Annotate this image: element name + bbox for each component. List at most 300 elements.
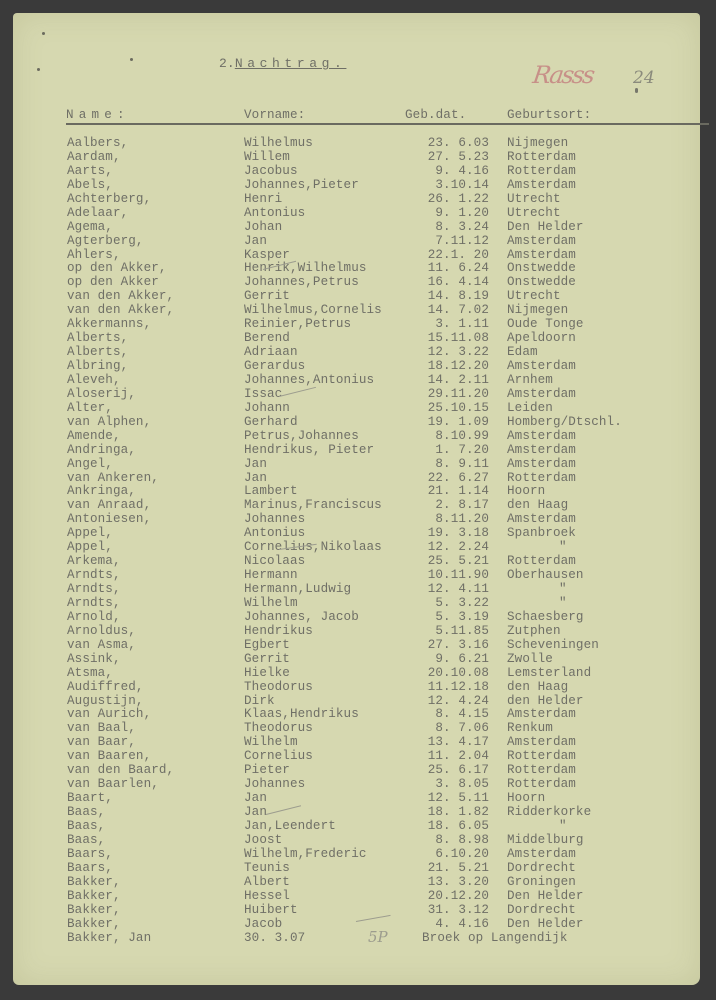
firstname-cell: Teunis xyxy=(244,860,290,875)
table-row xyxy=(13,862,700,876)
surname-cell: Aleveh, xyxy=(67,372,121,387)
birth-date-cell: 14. 7.02 xyxy=(427,303,489,318)
birthplace-cell: Hoorn xyxy=(507,791,546,806)
table-row xyxy=(13,820,700,834)
surname-cell: van den Akker, xyxy=(67,289,175,304)
birthplace-cell: Groningen xyxy=(507,874,576,889)
birth-date-cell: 7.11.12 xyxy=(435,233,489,248)
table-row xyxy=(13,764,700,778)
surname-cell: van Baaren, xyxy=(67,749,152,764)
birthplace-cell: Amsterdam xyxy=(507,846,576,861)
surname-cell: Alberts, xyxy=(67,331,129,346)
table-row xyxy=(13,193,700,207)
surname-cell: van den Akker, xyxy=(67,303,175,318)
surname-cell: Arnoldus, xyxy=(67,623,136,638)
surname-cell: Bakker, xyxy=(67,916,121,931)
document-page xyxy=(13,13,700,985)
firstname-cell: Wilhelmus,Cornelis xyxy=(244,303,382,318)
firstname-cell: Johannes,Pieter xyxy=(244,177,359,192)
surname-cell: op den Akker, xyxy=(67,261,167,276)
table-row xyxy=(13,667,700,681)
firstname-cell: Jan,Leendert xyxy=(244,818,336,833)
table-row xyxy=(13,708,700,722)
table-row xyxy=(13,569,700,583)
table-row xyxy=(13,207,700,221)
birth-date-cell: 30. 3.07 xyxy=(244,931,306,946)
surname-cell: Akkermanns, xyxy=(67,317,152,332)
table-row xyxy=(13,137,700,151)
table-row xyxy=(13,681,700,695)
firstname-cell: Johan xyxy=(244,219,283,234)
birth-date-cell: 11. 6.24 xyxy=(427,261,489,276)
surname-cell: Audiffred, xyxy=(67,679,144,694)
birth-date-cell: 27. 3.16 xyxy=(427,637,489,652)
surname-cell: Aardam, xyxy=(67,149,121,164)
birth-date-cell: 9. 6.21 xyxy=(435,651,489,666)
table-row xyxy=(13,527,700,541)
birthplace-cell: Ridderkorke xyxy=(507,805,592,819)
birth-date-cell: 8.11.20 xyxy=(435,512,489,527)
firstname-cell: Huibert xyxy=(244,902,298,917)
table-row-last xyxy=(13,932,700,946)
surname-cell: Angel, xyxy=(67,456,113,471)
table-row xyxy=(13,541,700,555)
birthplace-cell: Apeldoorn xyxy=(507,331,576,346)
birthplace-cell: Den Helder xyxy=(507,888,584,903)
birthplace-cell: Amsterdam xyxy=(507,247,576,262)
birth-date-cell: 3. 1.11 xyxy=(435,317,489,332)
table-row xyxy=(13,695,700,709)
surname-cell: Aalbers, xyxy=(67,136,129,150)
firstname-cell: Johannes xyxy=(244,777,306,792)
birth-date-cell: 21. 5.21 xyxy=(427,860,489,875)
birth-date-cell: 8. 4.15 xyxy=(435,707,489,722)
birthplace-cell: Dordrecht xyxy=(507,902,576,917)
table-row xyxy=(13,848,700,862)
firstname-cell: Jan xyxy=(244,791,267,806)
table-row xyxy=(13,360,700,374)
birthplace-cell: Amsterdam xyxy=(507,177,576,192)
firstname-cell: Antonius xyxy=(244,526,306,541)
table-row xyxy=(13,235,700,249)
table-row xyxy=(13,834,700,848)
table-row xyxy=(13,430,700,444)
firstname-cell: Jan xyxy=(244,470,267,485)
firstname-cell: Gerrit xyxy=(244,651,290,666)
birth-date-cell: 26. 1.22 xyxy=(427,191,489,206)
surname-cell: Bakker, xyxy=(67,888,121,903)
birth-date-cell: 8.10.99 xyxy=(435,428,489,443)
firstname-cell: Johannes,Petrus xyxy=(244,275,359,290)
surname-cell: Amende, xyxy=(67,428,121,443)
table-row xyxy=(13,918,700,932)
birth-date-cell: 3.10.14 xyxy=(435,177,489,192)
table-row xyxy=(13,778,700,792)
birth-date-cell: 1. 7.20 xyxy=(435,442,489,457)
surname-cell: van Baar, xyxy=(67,735,136,750)
register-list xyxy=(13,137,700,946)
surname-cell: Bakker, xyxy=(67,874,121,889)
firstname-cell: Henri xyxy=(244,191,283,206)
birth-date-cell: 25. 5.21 xyxy=(427,554,489,569)
surname-cell: Arndts, xyxy=(67,582,121,596)
surname-cell: van Anraad, xyxy=(67,498,152,513)
surname-cell: Ahlers, xyxy=(67,247,121,262)
birth-date-cell: 20.12.20 xyxy=(427,888,489,903)
firstname-cell: Gerhard xyxy=(244,414,298,429)
table-row xyxy=(13,472,700,486)
handwritten-page-number: 24 xyxy=(633,68,655,88)
firstname-cell: Jacob xyxy=(244,916,283,931)
firstname-cell: Johannes,Antonius xyxy=(244,372,375,387)
birthplace-cell: Den Helder xyxy=(507,219,584,234)
birth-date-cell: 22.1. 20 xyxy=(427,247,489,262)
table-row xyxy=(13,722,700,736)
table-row xyxy=(13,179,700,193)
birth-date-cell: 22. 6.27 xyxy=(427,470,489,485)
surname-cell: van Aurich, xyxy=(67,707,152,722)
title-number: 2. xyxy=(219,56,235,71)
firstname-cell: Wilhelm,Frederic xyxy=(244,846,367,861)
birthplace-cell: Amsterdam xyxy=(507,359,576,373)
table-row xyxy=(13,653,700,667)
table-row xyxy=(13,416,700,430)
column-header-name: Name: xyxy=(66,108,130,122)
birthplace-cell: Oude Tonge xyxy=(507,317,584,332)
paper-speck xyxy=(42,32,45,35)
table-row xyxy=(13,332,700,346)
birth-date-cell: 31. 3.12 xyxy=(427,902,489,917)
birth-date-cell: 29.11.20 xyxy=(427,386,489,401)
firstname-cell: Albert xyxy=(244,874,290,889)
surname-cell: Albring, xyxy=(67,359,129,373)
surname-cell: Arkema, xyxy=(67,554,121,569)
column-header-birthplace: Geburtsort: xyxy=(507,108,592,122)
table-row xyxy=(13,555,700,569)
birthplace-cell: Rotterdam xyxy=(507,163,576,178)
firstname-cell: Hermann xyxy=(244,568,298,583)
birthplace-cell: Utrecht xyxy=(507,289,561,304)
firstname-cell: Pieter xyxy=(244,763,290,778)
birthplace-cell: Amsterdam xyxy=(507,428,576,443)
firstname-cell: Hendrikus xyxy=(244,623,313,638)
firstname-cell: Jan xyxy=(244,233,267,248)
birthplace-cell: Oberhausen xyxy=(507,568,584,583)
firstname-cell: Dirk xyxy=(244,693,275,708)
surname-cell: Abels, xyxy=(67,177,113,192)
paper-speck xyxy=(130,58,133,61)
surname-cell: Ankringa, xyxy=(67,484,136,499)
table-row xyxy=(13,151,700,165)
firstname-cell: Hermann,Ludwig xyxy=(244,582,352,596)
birth-date-cell: 27. 5.23 xyxy=(427,149,489,164)
firstname-cell: Wilhelmus xyxy=(244,136,313,150)
surname-cell: Alter, xyxy=(67,400,113,415)
column-header-birthdate: Geb.dat. xyxy=(405,108,467,122)
firstname-cell: Theodorus xyxy=(244,721,313,736)
birthplace-cell: Amsterdam xyxy=(507,735,576,750)
surname-cell: Andringa, xyxy=(67,442,136,457)
birth-date-cell: 9. 1.20 xyxy=(435,205,489,220)
birthplace-cell: Amsterdam xyxy=(507,707,576,722)
table-row xyxy=(13,499,700,513)
table-row xyxy=(13,513,700,527)
birth-date-cell: 8. 3.24 xyxy=(435,219,489,234)
firstname-cell: Petrus,Johannes xyxy=(244,428,359,443)
surname-cell: Baars, xyxy=(67,860,113,875)
birthplace-cell: Homberg/Dtschl. xyxy=(507,414,622,429)
surname-cell: van Ankeren, xyxy=(67,470,159,485)
table-row xyxy=(13,262,700,276)
birth-date-cell: 14. 8.19 xyxy=(427,289,489,304)
birth-date-cell: 5. 3.22 xyxy=(435,595,489,610)
surname-cell: Augustijn, xyxy=(67,693,144,708)
surname-cell: Adelaar, xyxy=(67,205,129,220)
birth-date-cell: 3. 8.05 xyxy=(435,777,489,792)
birth-date-cell: 2. 8.17 xyxy=(435,498,489,513)
surname-cell: van Alphen, xyxy=(67,414,152,429)
birth-date-cell: 25. 6.17 xyxy=(427,763,489,778)
birth-date-cell: 8. 9.11 xyxy=(435,456,489,471)
surname-cell: Aloserij, xyxy=(67,386,136,401)
surname-cell: Baas, xyxy=(67,818,106,833)
birth-date-cell: 11. 2.04 xyxy=(427,749,489,764)
firstname-cell: Egbert xyxy=(244,637,290,652)
table-row xyxy=(13,346,700,360)
surname-cell: Agema, xyxy=(67,219,113,234)
birthplace-cell: " xyxy=(559,582,567,596)
birthplace-cell: Utrecht xyxy=(507,205,561,220)
firstname-cell: Jacobus xyxy=(244,163,298,178)
table-row xyxy=(13,904,700,918)
birthplace-cell: Amsterdam xyxy=(507,512,576,527)
birth-date-cell: 23. 6.03 xyxy=(427,136,489,150)
birthplace-cell: Edam xyxy=(507,345,538,360)
firstname-cell: Berend xyxy=(244,331,290,346)
birth-date-cell: 9. 4.16 xyxy=(435,163,489,178)
firstname-cell: Jan xyxy=(244,805,267,819)
surname-cell: Agterberg, xyxy=(67,233,144,248)
firstname-cell: Johannes xyxy=(244,512,306,527)
birth-date-cell: 18. 6.05 xyxy=(427,818,489,833)
birthplace-cell: Broek op Langendijk xyxy=(422,931,568,946)
birthplace-cell: Amsterdam xyxy=(507,233,576,248)
firstname-cell: Hessel xyxy=(244,888,290,903)
table-row xyxy=(13,597,700,611)
birth-date-cell: 5.11.85 xyxy=(435,623,489,638)
title-text: Nachtrag. xyxy=(234,56,347,71)
birthplace-cell: Onstwedde xyxy=(507,275,576,290)
header-underline xyxy=(66,123,709,125)
birthplace-cell: den Haag xyxy=(507,498,569,513)
table-row xyxy=(13,221,700,235)
firstname-cell: Johannes, Jacob xyxy=(244,609,359,624)
surname-cell: Assink, xyxy=(67,651,121,666)
birthplace-cell: Renkum xyxy=(507,721,553,736)
birthplace-cell: den Helder xyxy=(507,693,584,708)
surname-cell: van den Baard, xyxy=(67,763,175,778)
firstname-cell: Hendrikus, Pieter xyxy=(244,442,375,457)
birth-date-cell: 8. 7.06 xyxy=(435,721,489,736)
birthplace-cell: Nijmegen xyxy=(507,136,569,150)
firstname-cell: Marinus,Franciscus xyxy=(244,498,382,513)
birthplace-cell: Hoorn xyxy=(507,484,546,499)
firstname-cell: Adriaan xyxy=(244,345,298,360)
firstname-cell: Kasper xyxy=(244,247,290,262)
birthplace-cell: Den Helder xyxy=(507,916,584,931)
birth-date-cell: 12. 3.22 xyxy=(427,345,489,360)
birthplace-cell: Zwolle xyxy=(507,651,553,666)
birthplace-cell: Amsterdam xyxy=(507,386,576,401)
table-row xyxy=(13,374,700,388)
firstname-cell: Reinier,Petrus xyxy=(244,317,352,332)
table-row xyxy=(13,611,700,625)
birthplace-cell: Scheveningen xyxy=(507,637,599,652)
birth-date-cell: 20.10.08 xyxy=(427,665,489,680)
birthplace-cell: " xyxy=(559,595,567,610)
firstname-cell: Hielke xyxy=(244,665,290,680)
firstname-cell: Wilhelm xyxy=(244,735,298,750)
birth-date-cell: 6.10.20 xyxy=(435,846,489,861)
birth-date-cell: 18.12.20 xyxy=(427,359,489,373)
surname-cell: Appel, xyxy=(67,526,113,541)
birth-date-cell: 19. 3.18 xyxy=(427,526,489,541)
table-row xyxy=(13,318,700,332)
firstname-cell: Theodorus xyxy=(244,679,313,694)
birth-date-cell: 15.11.08 xyxy=(427,331,489,346)
table-row xyxy=(13,736,700,750)
birth-date-cell: 12. 4.11 xyxy=(427,582,489,596)
firstname-cell: Johann xyxy=(244,400,290,415)
surname-cell: Baas, xyxy=(67,805,106,819)
surname-cell: Arnold, xyxy=(67,609,121,624)
surname-cell: Bakker, xyxy=(67,902,121,917)
firstname-cell: Willem xyxy=(244,149,290,164)
table-row xyxy=(13,444,700,458)
table-row xyxy=(13,402,700,416)
firstname-cell: Henrik,Wilhelmus xyxy=(244,261,367,276)
surname-cell: van Baal, xyxy=(67,721,136,736)
surname-cell: Arndts, xyxy=(67,568,121,583)
document-title xyxy=(219,56,346,71)
table-row xyxy=(13,388,700,402)
birthplace-cell: Rotterdam xyxy=(507,777,576,792)
firstname-cell: Wilhelm xyxy=(244,595,298,610)
firstname-cell: Joost xyxy=(244,832,283,847)
birth-date-cell: 13. 3.20 xyxy=(427,874,489,889)
birthplace-cell: Amsterdam xyxy=(507,442,576,457)
table-row xyxy=(13,806,700,820)
surname-cell: Arndts, xyxy=(67,595,121,610)
birthplace-cell: Schaesberg xyxy=(507,609,584,624)
birthplace-cell: Rotterdam xyxy=(507,749,576,764)
birthplace-cell: " xyxy=(559,818,567,833)
birth-date-cell: 21. 1.14 xyxy=(427,484,489,499)
firstname-cell: Lambert xyxy=(244,484,298,499)
birth-date-cell: 19. 1.09 xyxy=(427,414,489,429)
firstname-cell: Nicolaas xyxy=(244,554,306,569)
firstname-cell: Jan xyxy=(244,456,267,471)
table-row xyxy=(13,890,700,904)
birthplace-cell: " xyxy=(559,540,567,555)
table-row xyxy=(13,583,700,597)
surname-cell: Baart, xyxy=(67,791,113,806)
surname-cell: Baas, xyxy=(67,832,106,847)
surname-cell: Baars, xyxy=(67,846,113,861)
firstname-cell: Antonius xyxy=(244,205,306,220)
table-row xyxy=(13,485,700,499)
birthplace-cell: Onstwedde xyxy=(507,261,576,276)
birthplace-cell: Dordrecht xyxy=(507,860,576,875)
table-row xyxy=(13,625,700,639)
table-row xyxy=(13,458,700,472)
birth-date-cell: 12. 2.24 xyxy=(427,540,489,555)
birthplace-cell: Arnhem xyxy=(507,372,553,387)
birth-date-cell: 14. 2.11 xyxy=(427,372,489,387)
surname-cell: op den Akker xyxy=(67,275,159,290)
birthplace-cell: Middelburg xyxy=(507,832,584,847)
table-row xyxy=(13,276,700,290)
birthplace-cell: Rotterdam xyxy=(507,763,576,778)
birth-date-cell: 16. 4.14 xyxy=(427,275,489,290)
firstname-cell: Gerrit xyxy=(244,289,290,304)
table-row xyxy=(13,249,700,263)
surname-cell: Bakker, Jan xyxy=(67,931,152,946)
birthplace-cell: Leiden xyxy=(507,400,553,415)
table-row xyxy=(13,750,700,764)
birthplace-cell: Utrecht xyxy=(507,191,561,206)
birth-date-cell: 12. 4.24 xyxy=(427,693,489,708)
surname-cell: Aarts, xyxy=(67,163,113,178)
firstname-cell: Cornelius,Nikolaas xyxy=(244,540,382,555)
birthplace-cell: Amsterdam xyxy=(507,456,576,471)
birthplace-cell: Nijmegen xyxy=(507,303,569,318)
birth-date-cell: 12. 5.11 xyxy=(427,791,489,806)
paper-speck xyxy=(37,68,40,71)
surname-cell: van Asma, xyxy=(67,637,136,652)
surname-cell: van Baarlen, xyxy=(67,777,159,792)
birthplace-cell: Rotterdam xyxy=(507,149,576,164)
table-row xyxy=(13,290,700,304)
birth-date-cell: 18. 1.82 xyxy=(427,805,489,819)
birthplace-cell: Zutphen xyxy=(507,623,561,638)
surname-cell: Appel, xyxy=(67,540,113,555)
surname-cell: Antoniesen, xyxy=(67,512,152,527)
table-row xyxy=(13,304,700,318)
firstname-cell: Cornelius xyxy=(244,749,313,764)
table-row xyxy=(13,639,700,653)
birthplace-cell: Rotterdam xyxy=(507,554,576,569)
handwritten-mark xyxy=(635,88,638,93)
table-row xyxy=(13,165,700,179)
handwritten-initial: 5P xyxy=(368,928,388,946)
birth-date-cell: 13. 4.17 xyxy=(427,735,489,750)
surname-cell: Achterberg, xyxy=(67,191,152,206)
firstname-cell: Issac xyxy=(244,386,283,401)
birthplace-cell: Spanbroek xyxy=(507,526,576,541)
surname-cell: Atsma, xyxy=(67,665,113,680)
birthplace-cell: den Haag xyxy=(507,679,569,694)
birth-date-cell: 5. 3.19 xyxy=(435,609,489,624)
firstname-cell: Klaas,Hendrikus xyxy=(244,707,359,722)
firstname-cell: Gerardus xyxy=(244,359,306,373)
table-row xyxy=(13,792,700,806)
birth-date-cell: 10.11.90 xyxy=(427,568,489,583)
surname-cell: Alberts, xyxy=(67,345,129,360)
birth-date-cell: 11.12.18 xyxy=(427,679,489,694)
birthplace-cell: Rotterdam xyxy=(507,470,576,485)
table-row xyxy=(13,876,700,890)
